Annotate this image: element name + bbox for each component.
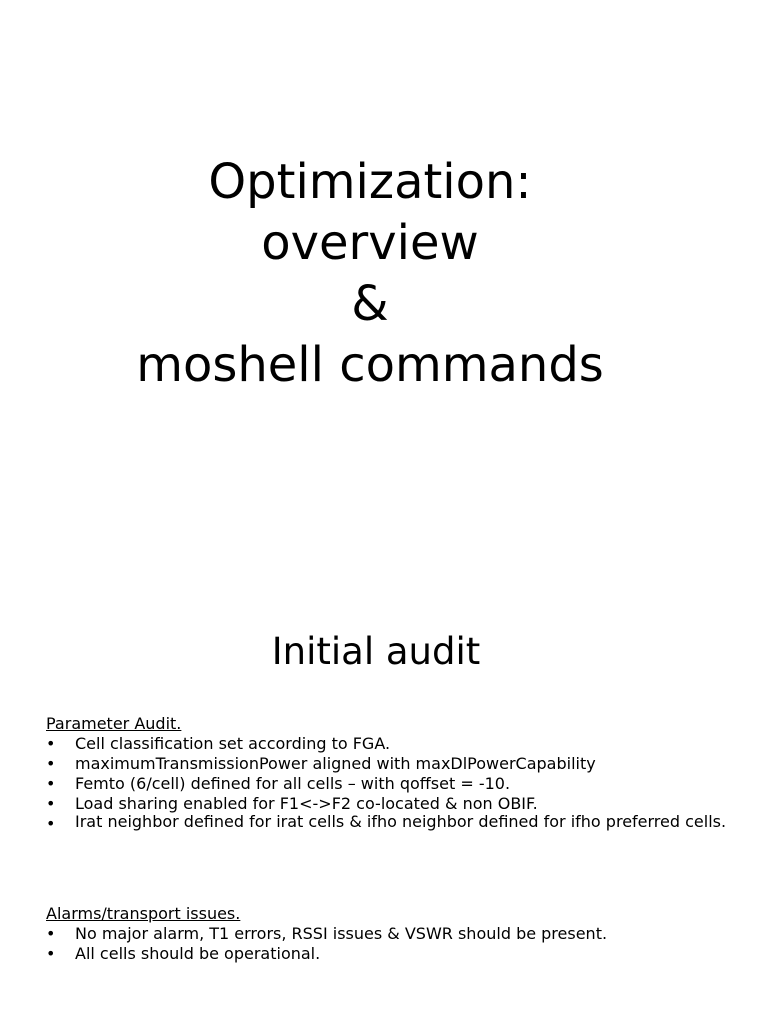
list-item <box>46 924 746 944</box>
list-item <box>46 812 746 833</box>
parameter-audit-section <box>46 714 746 833</box>
alarms-heading: Alarms/transport issues. <box>46 904 241 923</box>
list-item-text: Cell classification set according to FGA. <box>75 734 391 753</box>
list-item-text: No major alarm, T1 errors, RSSI issues & VSWR should be present. <box>75 924 608 943</box>
bullet-icon: • <box>46 734 56 753</box>
list-item <box>46 774 746 794</box>
bullet-icon: • <box>46 774 56 793</box>
title-line: moshell commands <box>136 337 604 393</box>
main-title <box>0 152 740 396</box>
list-item <box>46 754 746 774</box>
list-item-text: maximumTransmissionPower aligned with maxDlPowerCapability <box>75 754 596 773</box>
list-item-text: Femto (6/cell) defined for all cells – with qoffset = -10. <box>75 774 511 793</box>
list-item <box>46 794 746 814</box>
bullet-icon: • <box>46 794 56 813</box>
list-item <box>46 734 746 754</box>
bullet-icon: • <box>46 814 56 833</box>
section-title: Initial audit <box>271 630 481 673</box>
bullet-icon: • <box>46 924 56 943</box>
bullet-icon: • <box>46 754 56 773</box>
list-item-text: Load sharing enabled for F1<->F2 co-located & non OBIF. <box>75 794 538 813</box>
parameter-audit-heading: Parameter Audit. <box>46 714 182 733</box>
title-line: overview <box>261 215 479 271</box>
bullet-icon: • <box>46 944 56 963</box>
title-line: & <box>351 276 389 332</box>
list-item-text: Irat neighbor defined for irat cells & ifho neighbor defined for ifho preferred cells. <box>75 812 727 831</box>
alarms-section <box>46 904 746 964</box>
parameter-audit-list <box>46 734 746 833</box>
list-item-text: All cells should be operational. <box>75 944 321 963</box>
title-line: Optimization: <box>208 154 532 210</box>
alarms-list <box>46 924 746 964</box>
list-item <box>46 944 746 964</box>
